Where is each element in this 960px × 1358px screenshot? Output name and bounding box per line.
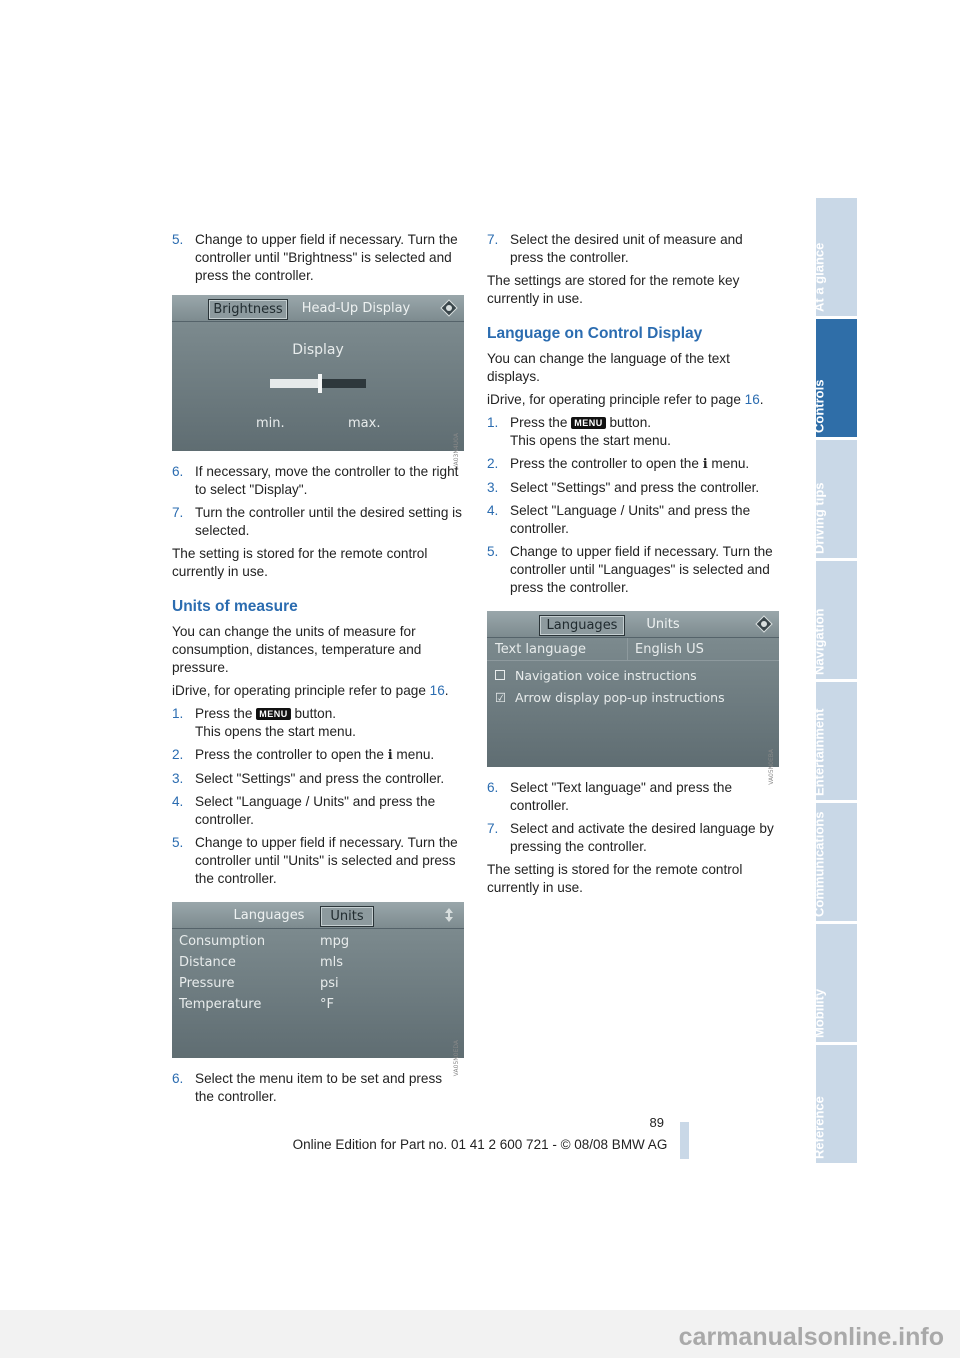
units-heading: Units of measure [172,598,298,615]
language-step-2: 2. Press the controller to open the i menu. [487,456,750,472]
units-row [172,932,464,952]
units-row-label: Pressure [179,976,235,991]
brightness-slider-track [270,379,366,388]
checkbox-checked-icon: ☑ [495,690,507,705]
chapter-tab-label: Navigation [811,608,826,675]
tab-languages: Languages [539,615,625,636]
arrow-display-checkbox-row: ☑ Arrow display pop-up instructions [495,690,725,705]
chapter-tab-label: Communications [811,811,826,917]
language-step-7: 7. Select and activate the desired language by pressing the controller. [487,821,774,854]
note-remote-control-2: The setting is stored for the remote control currently in use. [487,862,743,895]
language-step-4: 4. Select "Language / Units" and press the controller. [487,503,751,536]
units-step-1: 1. Press the MENU button. This opens the start menu. [172,706,356,739]
language-heading: Language on Control Display [487,325,703,342]
chapter-tab-label: At a glance [811,242,826,312]
chapter-tab-controls[interactable] [811,319,857,437]
watermark-text: carmanualsonline.info [678,1323,944,1351]
units-row [172,995,464,1015]
figure-code: VA05N0EDA [453,1040,460,1077]
tab-brightness: Brightness [208,299,288,320]
tab-languages: Languages [233,908,305,923]
language-step-6: 6. Select "Text language" and press the controller. [487,780,733,813]
brightness-screen-figure [172,295,464,470]
menu-button-icon: MENU [256,708,291,720]
text-language-row: Text language English US [487,638,779,661]
units-row-value: °F [320,997,334,1012]
note-remote-control: The setting is stored for the remote control currently in use. [172,546,428,579]
step-brightness-6: 6. If necessary, move the controller to the right to select "Display". [172,464,459,497]
units-row-value: mpg [320,934,350,949]
page-link[interactable]: 16 [429,683,445,698]
footer-edition: Online Edition for Part no. 01 41 2 600 721 - © 08/08 BMW AG [292,1137,668,1152]
units-row-label: Temperature [179,997,262,1012]
controller-updown-icon [440,906,458,924]
checkbox-unchecked-icon [495,670,505,680]
left-column [172,231,464,1111]
chapter-tab-label: Reference [811,1096,826,1159]
step-brightness-7: 7. Turn the controller until the desired setting is selected. [172,505,462,538]
max-label: max. [348,416,381,431]
tab-units: Units [320,906,374,927]
units-step-6: 6. Select the menu item to be set and press the controller. [172,1071,443,1104]
chapter-tab-entertainment[interactable] [811,682,857,800]
tab-units: Units [646,617,680,632]
units-row [172,974,464,994]
note-remote-key: The settings are stored for the remote key currently in use. [487,273,740,306]
language-step-1: 1. Press the MENU button. This opens the start menu. [487,415,671,448]
figure-code: VA03N4U0A [453,433,460,470]
right-column [487,231,779,902]
units-screen-figure [172,902,464,1077]
chapter-tab-label: Mobility [811,988,826,1038]
units-step-3: 3. Select "Settings" and press the controller. [172,771,445,786]
figure-code: VA05N0EBA [768,749,775,785]
chapter-tab-navigation[interactable] [811,561,857,679]
language-idrive-ref: iDrive, for operating principle refer to page 16. [487,392,764,407]
languages-screen-figure [487,611,779,785]
chapter-tab-communications[interactable] [811,803,857,921]
units-row-value: psi [320,976,339,991]
units-step-2: 2. Press the controller to open the i menu. [172,747,435,763]
min-label: min. [256,416,285,431]
units-step-5: 5. Change to upper field if necessary. Turn the controller until "Units" is selected and press the controller. [172,835,458,886]
chapter-tab-label: Driving tips [811,482,826,554]
menu-button-icon: MENU [571,417,606,429]
units-step-7: 7. Select the desired unit of measure and press the controller. [487,232,743,265]
language-step-3: 3. Select "Settings" and press the controller. [487,480,760,495]
language-intro: You can change the language of the text displays. [487,351,730,384]
chapter-tabs [811,198,857,1166]
tab-head-up-display: Head-Up Display [301,301,411,316]
controller-knob-icon [755,615,773,633]
brightness-slider-fill [270,379,320,388]
units-row-value: mls [320,955,344,970]
units-row-label: Consumption [179,934,266,949]
units-row [172,953,464,973]
step-brightness-5: 5. Change to upper field if necessary. Turn the controller until "Brightness" is selected and press the controller. [172,232,458,283]
controller-knob-icon [440,299,458,317]
page-link[interactable]: 16 [744,392,760,407]
chapter-tab-label: Entertainment [811,708,826,796]
units-row-label: Distance [179,955,236,970]
chapter-tab-label: Controls [811,379,826,433]
chapter-tab-driving-tips[interactable] [811,440,857,558]
navigation-voice-checkbox-row: Navigation voice instructions [495,667,697,685]
units-idrive-ref: iDrive, for operating principle refer to page 16. [172,683,449,698]
language-step-5: 5. Change to upper field if necessary. Turn the controller until "Languages" is selected and press the controller. [487,544,773,595]
brightness-slider-handle [318,374,322,393]
units-step-4: 4. Select "Language / Units" and press the controller. [172,794,436,827]
chapter-tab-mobility[interactable] [811,924,857,1042]
info-menu-icon: i [702,457,708,472]
info-menu-icon: i [387,748,393,763]
watermark-bar [0,1310,960,1358]
chapter-tab-at-a-glance[interactable] [811,198,857,316]
units-intro: You can change the units of measure for consumption, distances, temperature and pressure. [172,624,422,675]
display-label: Display [292,342,344,358]
page-number: 89 [649,1115,664,1130]
